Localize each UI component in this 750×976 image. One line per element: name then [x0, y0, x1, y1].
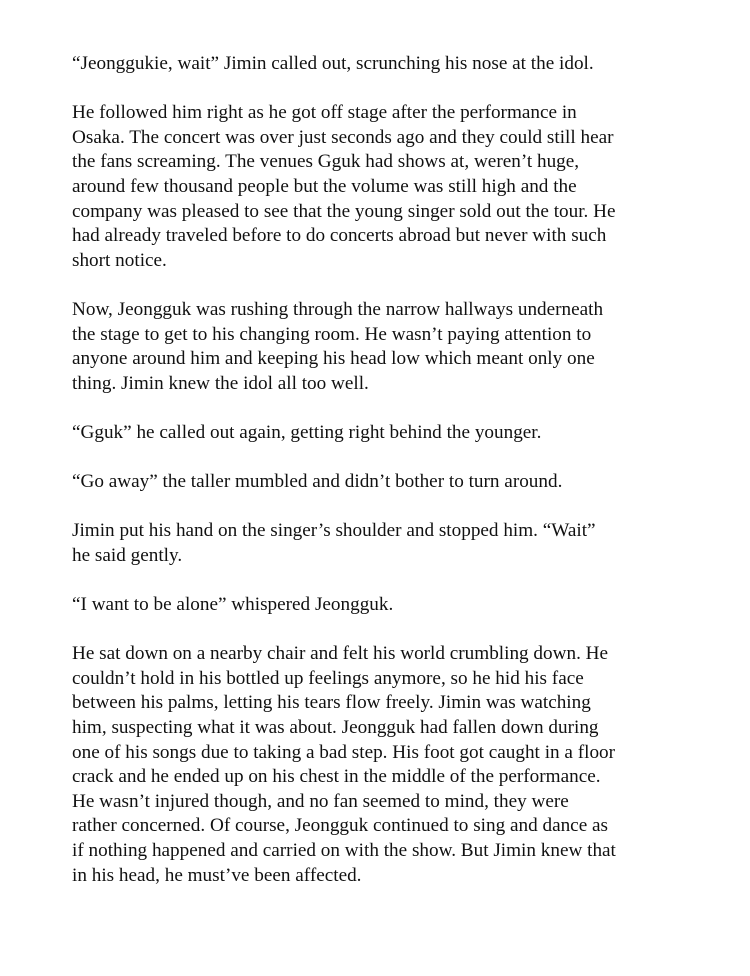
paragraph-gap: [72, 568, 690, 593]
paragraph-gap: [72, 273, 690, 298]
paragraph-gap: [72, 396, 690, 421]
paragraph-gap: [72, 77, 690, 102]
paragraph-1: “Jeonggukie, wait” Jimin called out, scrunching his nose at the idol.: [72, 53, 594, 74]
paragraph-8: He sat down on a nearby chair and felt his world crumbling down. He couldn’t hold in his bottled up feelings anymore, so he hid his face between his palms, letting his tears flow freely. Jimin was watching him, suspecting what it was about. Jeongguk had fallen down during one of his songs due to taking a bad step. His foot got caught in a floor crack and he ended up on his chest in the middle of the performance. He wasn’t injured though, and no fan seemed to mind, they were rather concerned. Of course, Jeongguk continued to sing and dance as if nothing happened and carried on with the show. But Jimin knew that in his head, he must’ve been affected.: [72, 643, 616, 886]
paragraph-7: “I want to be alone” whispered Jeongguk.: [72, 594, 394, 616]
paragraph-6: Jimin put his hand on the singer’s shoulder and stopped him. “Wait” he said gently.: [72, 520, 596, 566]
paragraph-gap: [72, 446, 690, 471]
paragraph-gap: [72, 495, 690, 520]
paragraph-4: “Gguk” he called out again, getting right behind the younger.: [72, 421, 542, 443]
paragraph-gap: [72, 618, 690, 643]
paragraph-2: He followed him right as he got off stage after the performance in Osaka. The concert was over just seconds ago and they could still hear the fans screaming. The venues Gguk had shows at, weren’t huge, around few thousand people but the volume was still high and the company was pleased to see that the young singer sold out the tour. He had already traveled before to do concerts abroad but never with such short notice.: [72, 102, 616, 271]
paragraph-5: “Go away” the taller mumbled and didn’t bother to turn around.: [72, 471, 563, 493]
paragraph-3: Now, Jeongguk was rushing through the narrow hallways underneath the stage to get to his changing room. He wasn’t paying attention to anyone around him and keeping his head low which meant only one thing. Jimin knew the idol all too well.: [72, 298, 604, 394]
